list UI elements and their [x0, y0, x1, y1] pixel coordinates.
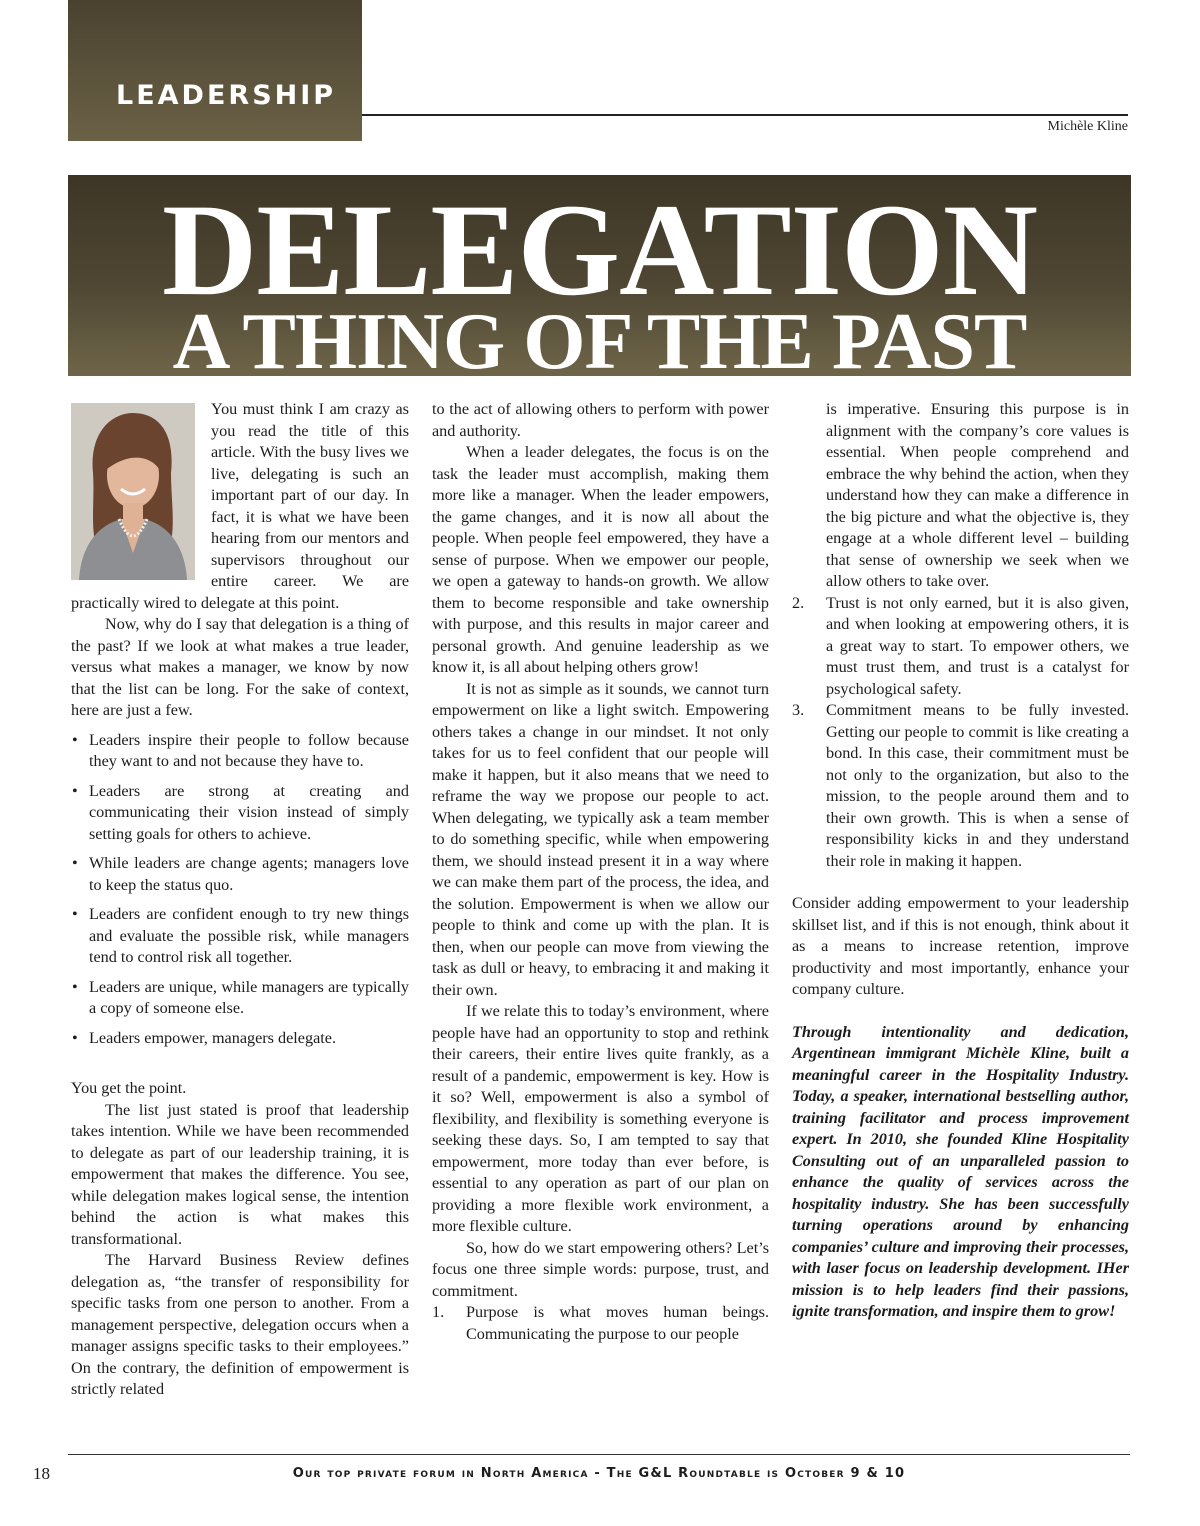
- author-bio: Through intentionality and dedication, Argentinean immigrant Michèle Kline, built a meaningful career in the Hospitality Industry. Today, a speaker, international bestselling author, training facilitator and process improvement expert. In 2010, she founded Kline Hospitality Consulting out of an unparalleled passion to enhance the quality of services across the hospitality industry. She has been successfully turning operations around by enhancing companies’ culture and improving their processes, with laser focus on leadership development. IHer mission is to help leaders find their passions, ignite transformation, and inspire them to grow!: [792, 1022, 1129, 1320]
- column-2: [432, 399, 769, 1345]
- author-photo: [71, 403, 195, 580]
- list-item: • Leaders are confident enough to try new things and evaluate the possible risk, while managers tend to control risk all together.: [71, 904, 409, 969]
- paragraph: The list just stated is proof that leadership takes intention. While we have been recommended to delegate as part of our leadership training, it is empowerment that makes the difference. You see, while delegation makes logical sense, the intention behind the action is what makes this transformational.: [71, 1100, 409, 1248]
- list-item: • Leaders are strong at creating and communicating their vision instead of simply setting goals for others to achieve.: [71, 781, 409, 846]
- page-number: 18: [33, 1464, 50, 1483]
- list-item-text: Purpose is what moves human beings. Communicating the purpose to our people: [466, 1303, 769, 1343]
- list-item: [432, 1302, 769, 1345]
- column-3: [792, 399, 1129, 1323]
- footer-text: Our top private forum in North America - The G&L Roundtable is October 9 & 10: [292, 1466, 906, 1481]
- paragraph: Now, why do I say that delegation is a thing of the past? If we look at what makes a true leader, versus what makes a manager, we know by now that the list can be long. For the sake of context, here are just a few.: [71, 615, 409, 719]
- numbered-list: [792, 593, 1129, 873]
- article-subtitle: A THING OF THE PAST: [172, 298, 1027, 376]
- list-item-continuation: is imperative. Ensuring this purpose is in alignment with the company’s core values is essential. When people comprehend and embrace the why behind the action, when they understand how they can make a difference in the big picture and what the objective is, they engage at a whole different level – building that sense of ownership we seek when we allow others to take over.: [826, 400, 1129, 590]
- paragraph: The Harvard Business Review defines delegation as, “the transfer of responsibility for specific tasks from one person to another. From a management perspective, delegation occurs when a manager assigns specific tasks to their employees.” On the contrary, the definition of empowerment is strictly related: [71, 1251, 409, 1398]
- section-tab: [68, 0, 362, 141]
- paragraph: You must think I am crazy as you read the title of this article. With the busy lives we live, delegating is such an important part of our day. In fact, it is what we have been hearing from our mentors and supervisors throughout our entire career. We are practically wired to delegate at this point.: [71, 400, 409, 612]
- list-item: • Leaders empower, managers delegate.: [71, 1028, 409, 1050]
- author-name: Michèle Kline: [1047, 119, 1128, 134]
- list-number: 2.: [792, 593, 805, 612]
- list-item: [792, 593, 1129, 701]
- list-number: 1.: [432, 1303, 445, 1321]
- paragraph: to the act of allowing others to perform with power and authority.: [432, 400, 769, 440]
- paragraph: If we relate this to today’s environment, where people have had an opportunity to stop and rethink their careers, their entire lives quite frankly, as a result of a pandemic, empowerment is key. How is it so? Well, empowerment is also a symbol of flexibility, and flexibility is something everyone is seeking these days. So, I am tempted to say that empowerment, more today than ever before, is essential to any operation as part of our plan on providing a more flexible work environment, a more flexible culture.: [432, 1002, 769, 1235]
- list-item: • Leaders are unique, while managers are typically a copy of someone else.: [71, 977, 409, 1020]
- footer-rule: [68, 1454, 1130, 1455]
- section-label: LEADERSHIP: [116, 80, 337, 111]
- paragraph: You get the point.: [71, 1079, 187, 1097]
- numbered-list: [432, 1302, 769, 1345]
- header-rule: [362, 114, 1128, 116]
- paragraph: Consider adding empowerment to your leadership skillset list, and if this is not enough, think about it as a means to increase retention, improve productivity and most importantly, enhance your company culture.: [792, 894, 1129, 998]
- list-item-text: Commitment means to be fully invested. Getting our people to commit is like creating a bond. In this case, their commitment must be not only to the organization, but also to the mission, to the people around them and to their own growth. This is when a sense of responsibility kicks in and they understand their role in making it happen.: [826, 701, 1129, 870]
- article-title: DELEGATION: [161, 176, 1038, 323]
- title-banner: [68, 175, 1131, 376]
- list-number: 3.: [792, 701, 805, 719]
- list-item-text: Trust is not only earned, but it is also given, and when looking at empowering others, it is a great way to start. To empower others, we must trust them, and trust is a catalyst for psychological safety.: [826, 593, 1129, 698]
- bullet-list: [71, 730, 409, 1050]
- list-item: [792, 700, 1129, 872]
- paragraph: When a leader delegates, the focus is on the task the leader must accomplish, making them more like a manager. When the leader empowers, the game changes, and it is now all about the people. When people feel empowered, they have a sense of purpose. When we empower our people, we open a gateway to hands-on growth. We allow them to become responsible and take ownership with purpose, and this results in major career and personal growth. And genuine leadership as we know it, is all about helping others grow!: [432, 443, 769, 676]
- list-item: • While leaders are change agents; managers love to keep the status quo.: [71, 853, 409, 896]
- list-item: • Leaders inspire their people to follow because they want to and not because they have to.: [71, 730, 409, 773]
- paragraph: It is not as simple as it sounds, we cannot turn empowerment on like a light switch. Empowering others takes a change in our mindset. It not only takes for us to feel confident that our people will make it happen, but it also means that we need to reframe the way we propose our people to act. When delegating, we typically ask a team member to do something specific, while when empowering them, we should instead present it in a way where we can make them part of the process, the idea, and the solution. Empowerment is when we allow our people to think and come up with the plan. It is then, when our people can move from viewing the task as dull or heavy, to embracing it and making it their own.: [432, 679, 769, 999]
- paragraph: So, how do we start empowering others? Let’s focus one three simple words: purpose, trust, and commitment.: [432, 1238, 769, 1300]
- column-1: [71, 399, 409, 1401]
